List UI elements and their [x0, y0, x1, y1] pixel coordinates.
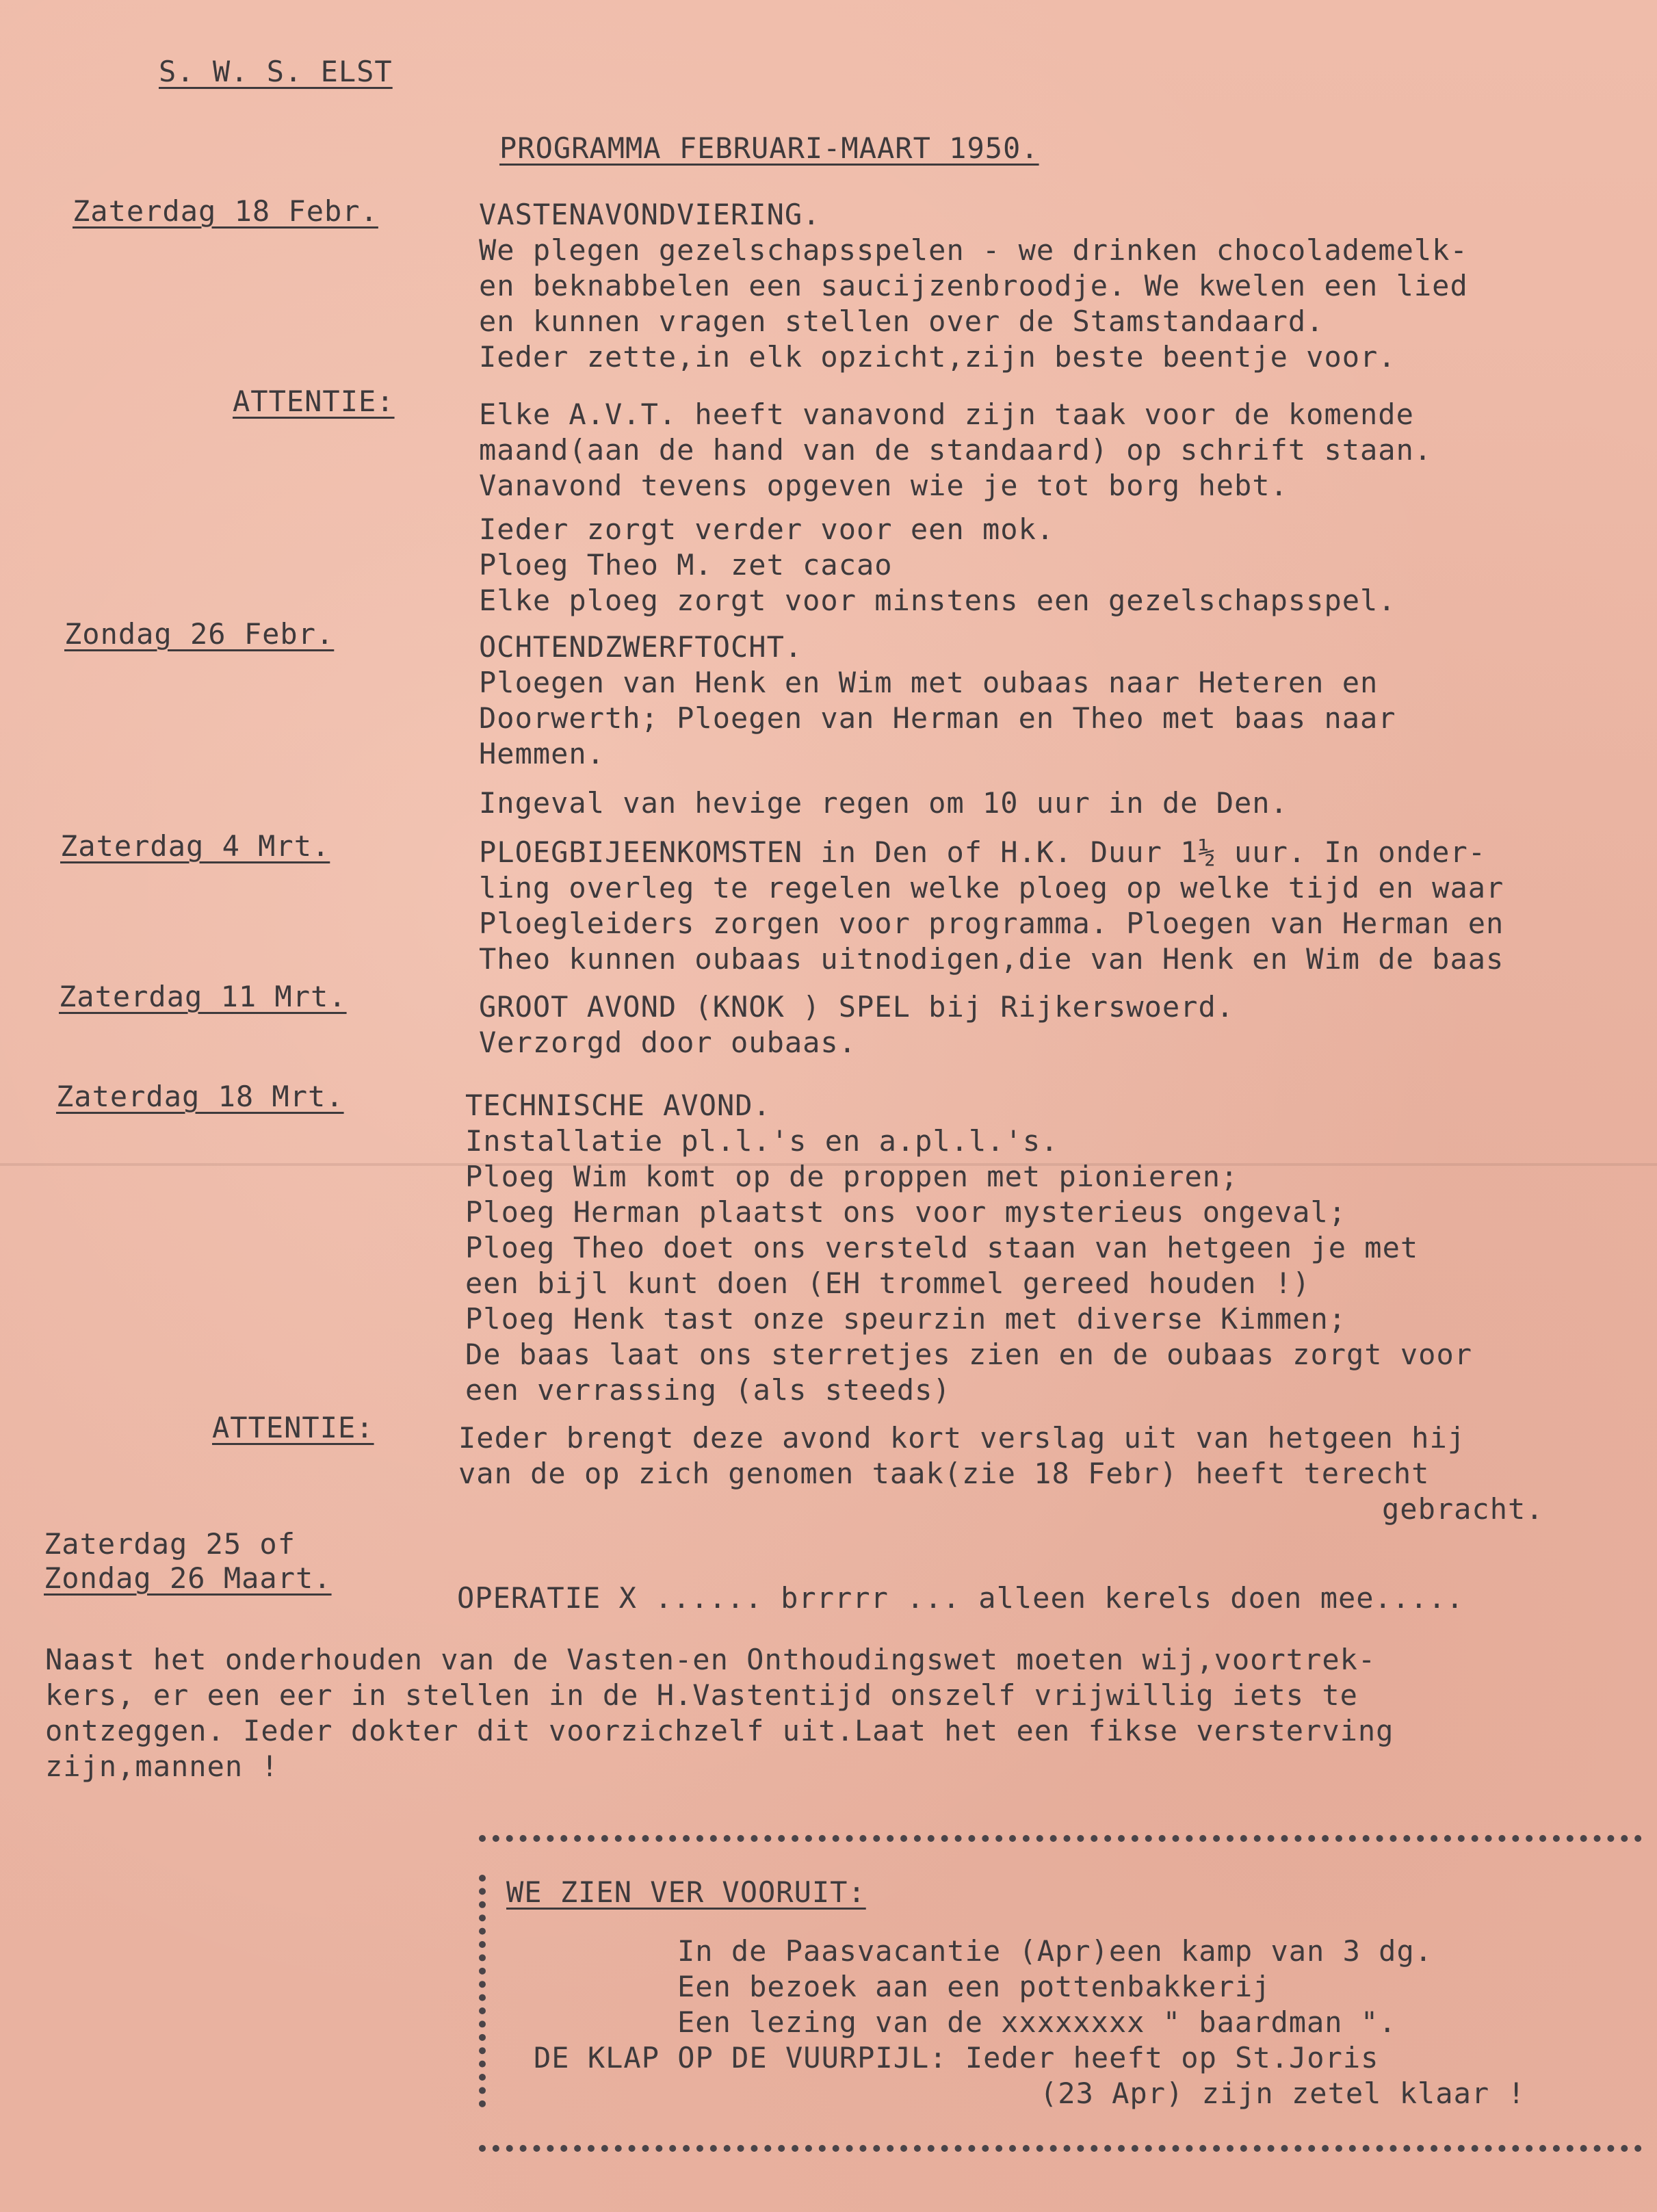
note-line: Elke ploeg zorgt voor minstens een gezelschapsspel. — [479, 584, 1396, 617]
event-line: Ploeg Theo doet ons versteld staan van hetgeen je met — [465, 1231, 1419, 1264]
event-line: Hemmen. — [479, 737, 605, 770]
event-line: Ploegleiders zorgen voor programma. Ploegen van Herman en — [479, 907, 1504, 940]
event-line: OCHTENDZWERFTOCHT. — [479, 630, 803, 664]
event-line: Theo kunnen oubaas uitnodigen,die van Henk en Wim de baas — [479, 942, 1504, 976]
attention-line: Ieder brengt deze avond kort verslag uit van hetgeen hij — [458, 1421, 1466, 1455]
outlook-item: In de Paasvacantie (Apr)een kamp van 3 dg. — [677, 1934, 1433, 1968]
attention-line: Elke A.V.T. heeft vanavond zijn taak voor de komende — [479, 398, 1414, 431]
closing-line: kers, er een eer in stellen in de H.Vastentijd onszelf vrijwillig iets te — [45, 1678, 1358, 1712]
outlook-item: Een bezoek aan een pottenbakkerij — [677, 1970, 1271, 2003]
outlook-heading: WE ZIEN VER VOORUIT: — [506, 1875, 866, 1909]
event-line: Ploeg Herman plaatst ons voor mysterieus ongeval; — [465, 1195, 1347, 1229]
event-line: en beknabbelen een saucijzenbroodje. We kwelen een lied — [479, 269, 1468, 302]
box-top-border — [479, 1835, 1642, 1842]
event-date: Zaterdag 18 Mrt. — [56, 1080, 344, 1113]
closing-paragraph — [45, 1642, 1646, 1784]
outlook-box — [506, 1875, 1642, 2111]
closing-line: zijn,mannen ! — [45, 1749, 279, 1783]
notes-body — [479, 512, 1642, 619]
event-date: Zondag 26 Maart. — [44, 1561, 332, 1595]
box-bottom-border — [479, 2145, 1642, 2152]
attention-line: maand(aan de hand van de standaard) op schrift staan. — [479, 433, 1433, 467]
event-line: We plegen gezelschapsspelen - we drinken chocolademelk- — [479, 233, 1468, 267]
event-body — [457, 1580, 1620, 1616]
note-line: Ploeg Theo M. zet cacao — [479, 548, 893, 582]
outlook-item: Een lezing van de xxxxxxxx " baardman ". — [677, 2005, 1397, 2039]
attention-label: ATTENTIE: — [233, 385, 395, 418]
attention-line: gebracht. — [1382, 1492, 1544, 1526]
program-title: PROGRAMMA FEBRUARI-MAART 1950. — [499, 131, 1039, 165]
closing-line: Naast het onderhouden van de Vasten-en Onthoudingswet moeten wij,voortrek- — [45, 1643, 1377, 1676]
event-line: OPERATIE X ...... brrrrr ... alleen kerels doen mee..... — [457, 1581, 1465, 1615]
event-body — [479, 785, 1642, 821]
event-line: PLOEGBIJEENKOMSTEN in Den of H.K. Duur 1½ uur. In onder- — [479, 835, 1487, 869]
event-line: Verzorgd door oubaas. — [479, 1026, 857, 1059]
event-line: Ieder zette,in elk opzicht,zijn beste beentje voor. — [479, 340, 1396, 374]
outlook-highlight: DE KLAP OP DE VUURPIJL: Ieder heeft op St.Joris — [534, 2041, 1379, 2074]
attention-line: van de op zich genomen taak(zie 18 Febr) heeft terecht — [458, 1457, 1430, 1490]
event-line: GROOT AVOND (KNOK ) SPEL bij Rijkerswoerd. — [479, 990, 1235, 1024]
attention-line: Vanavond tevens opgeven wie je tot borg hebt. — [479, 469, 1288, 502]
event-date: Zondag 26 Febr. — [64, 617, 335, 651]
event-line: een verrassing (als steeds) — [465, 1373, 951, 1407]
event-body — [479, 989, 1642, 1061]
attention-body — [458, 1420, 1621, 1527]
event-line: en kunnen vragen stellen over de Stamstandaard. — [479, 304, 1325, 338]
event-line: Installatie pl.l.'s en a.pl.l.'s. — [465, 1124, 1059, 1158]
organization-header: S. W. S. ELST — [159, 55, 393, 88]
event-body — [465, 1088, 1628, 1408]
event-line: Doorwerth; Ploegen van Herman en Theo met baas naar — [479, 701, 1396, 735]
event-line: VASTENAVONDVIERING. — [479, 198, 821, 231]
closing-line: ontzeggen. Ieder dokter dit voorzichzelf uit.Laat het een fikse versterving — [45, 1714, 1394, 1747]
event-date: Zaterdag 11 Mrt. — [59, 980, 347, 1013]
event-line: Ingeval van hevige regen om 10 uur in de Den. — [479, 786, 1288, 820]
event-line: Ploegen van Henk en Wim met oubaas naar Heteren en — [479, 666, 1379, 699]
event-date: Zaterdag 18 Febr. — [73, 194, 378, 228]
event-date: Zaterdag 4 Mrt. — [60, 829, 330, 863]
outlook-highlight: (23 Apr) zijn zetel klaar ! — [1040, 2077, 1526, 2110]
event-line: De baas laat ons sterretjes zien en de oubaas zorgt voor — [465, 1338, 1473, 1371]
event-body — [479, 835, 1642, 977]
event-line: Ploeg Wim komt op de proppen met pionieren; — [465, 1160, 1239, 1193]
box-left-border — [479, 1875, 486, 2107]
event-body — [479, 629, 1642, 772]
attention-label: ATTENTIE: — [212, 1411, 374, 1444]
event-line: een bijl kunt doen (EH trommel gereed houden !) — [465, 1266, 1311, 1300]
event-date: Zaterdag 25 of — [44, 1527, 296, 1561]
attention-body — [479, 397, 1642, 504]
event-line: ling overleg te regelen welke ploeg op welke tijd en waar — [479, 871, 1504, 905]
event-body — [479, 197, 1642, 375]
event-line: Ploeg Henk tast onze speurzin met diverse Kimmen; — [465, 1302, 1347, 1336]
note-line: Ieder zorgt verder voor een mok. — [479, 512, 1055, 546]
event-line: TECHNISCHE AVOND. — [465, 1089, 771, 1122]
